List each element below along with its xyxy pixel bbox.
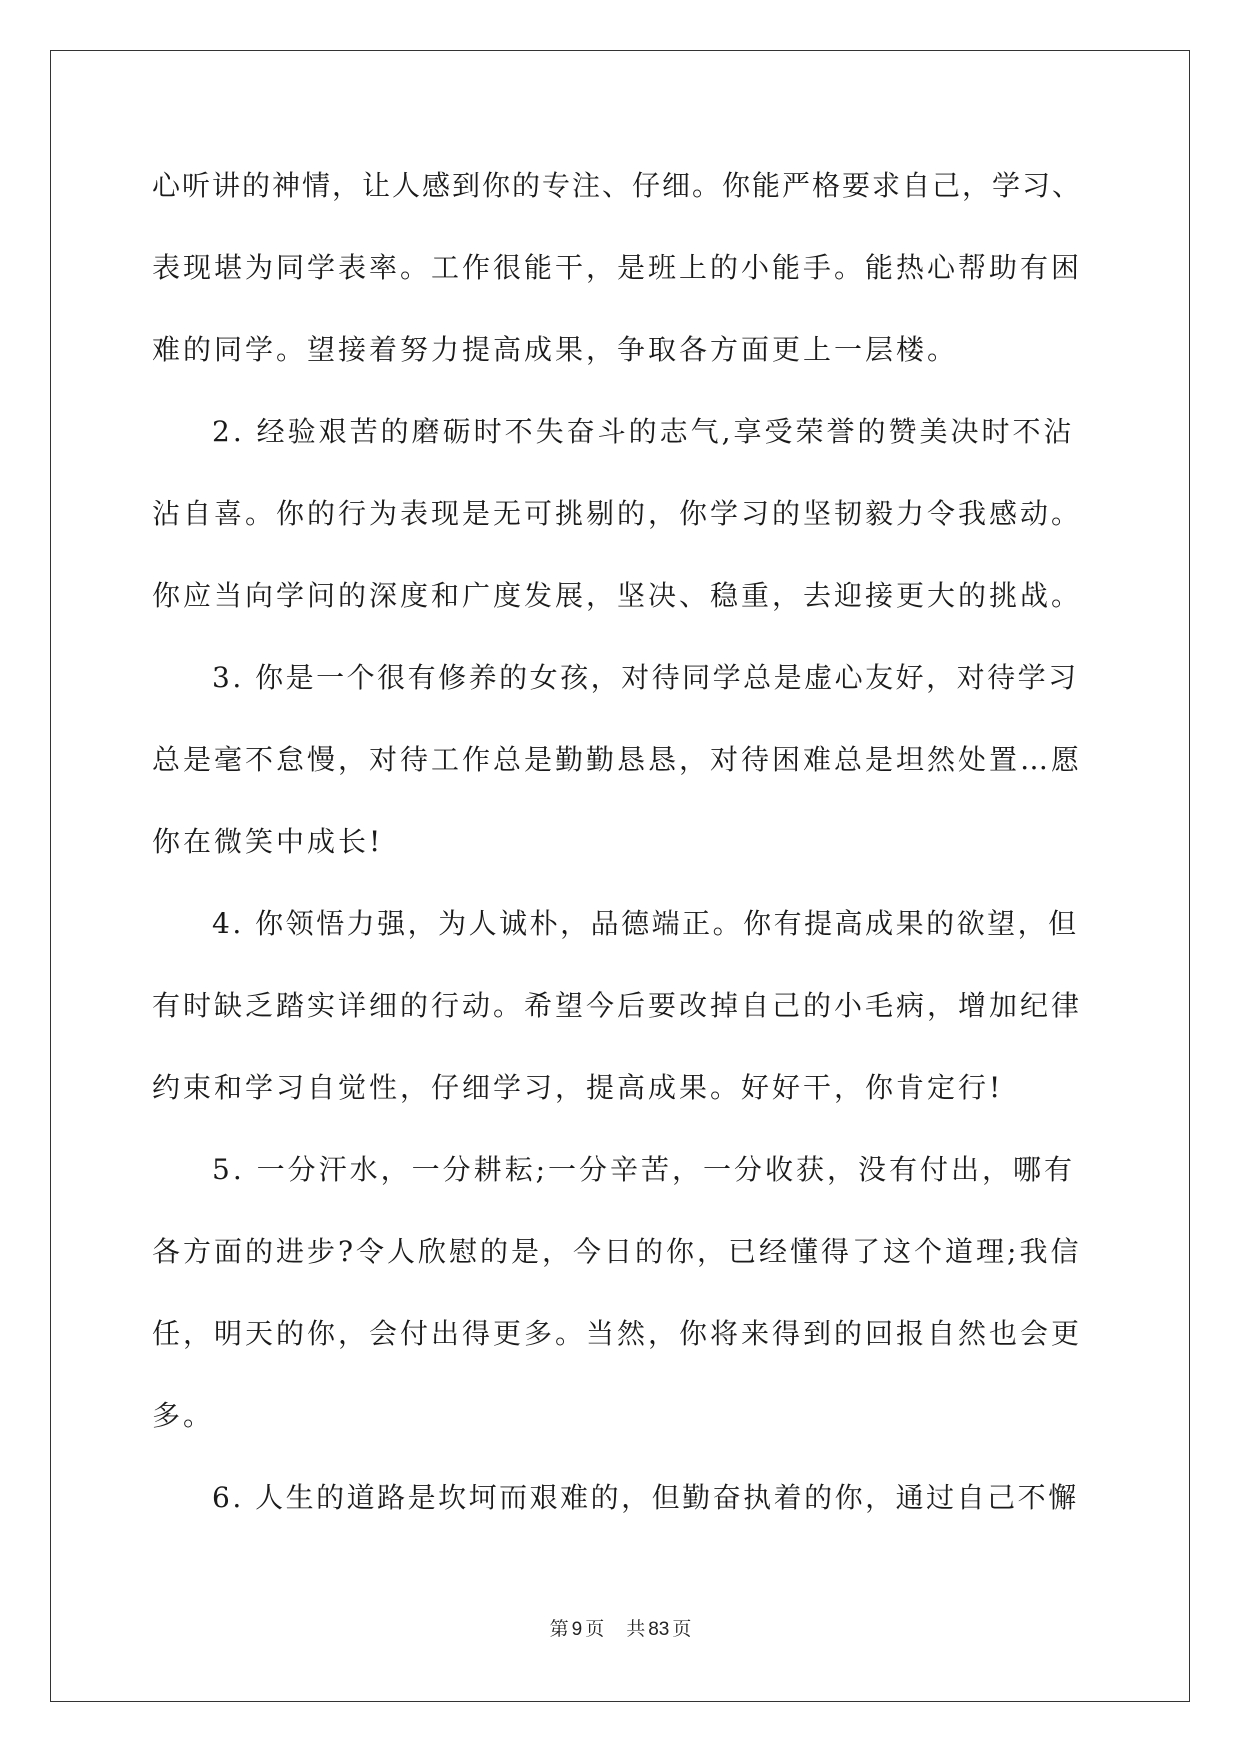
text-line: 沾自喜。你的行为表现是无可挑剔的，你学习的坚韧毅力令我感动。 <box>152 497 1083 530</box>
page-number: 9 <box>571 1619 583 1640</box>
total-pages: 83 <box>648 1619 670 1640</box>
text-line: 任，明天的你，会付出得更多。当然，你将来得到的回报自然也会更 <box>152 1317 1083 1350</box>
text-line: 4. 你领悟力强，为人诚朴，品德端正。你有提高成果的欲望，但 <box>212 907 1079 940</box>
text-line: 有时缺乏踏实详细的行动。希望今后要改掉自己的小毛病，增加纪律 <box>152 989 1083 1022</box>
text-line: 表现堪为同学表率。工作很能干，是班上的小能手。能热心帮助有困 <box>152 251 1083 284</box>
text-line: 总是毫不怠慢，对待工作总是勤勤恳恳，对待困难总是坦然处置…愿 <box>152 743 1083 776</box>
text-line: 3. 你是一个很有修养的女孩，对待同学总是虚心友好，对待学习 <box>212 661 1079 694</box>
total-prefix: 共 <box>626 1618 646 1640</box>
text-line: 你在微笑中成长! <box>152 825 384 858</box>
page-suffix: 页 <box>585 1618 605 1640</box>
text-line: 多。 <box>152 1399 215 1432</box>
text-line: 难的同学。望接着努力提高成果，争取各方面更上一层楼。 <box>152 333 959 366</box>
text-line: 2. 经验艰苦的磨砺时不失奋斗的志气,享受荣誉的赞美决时不沾 <box>212 415 1075 448</box>
text-line: 约束和学习自觉性，仔细学习，提高成果。好好干，你肯定行! <box>152 1071 1004 1104</box>
page-prefix: 第 <box>549 1618 569 1640</box>
page-footer <box>0 1617 1241 1642</box>
text-line: 你应当向学问的深度和广度发展，坚决、稳重，去迎接更大的挑战。 <box>152 579 1083 612</box>
total-suffix: 页 <box>672 1618 692 1640</box>
text-line: 5. 一分汗水，一分耕耘;一分辛苦，一分收获，没有付出，哪有 <box>212 1153 1076 1186</box>
document-body <box>152 145 1092 1539</box>
text-line: 6. 人生的道路是坎坷而艰难的，但勤奋执着的你，通过自己不懈 <box>212 1481 1079 1514</box>
text-line: 心听讲的神情，让人感到你的专注、仔细。你能严格要求自己，学习、 <box>152 169 1083 202</box>
text-line: 各方面的进步?令人欣慰的是，今日的你，已经懂得了这个道理;我信 <box>152 1235 1082 1268</box>
